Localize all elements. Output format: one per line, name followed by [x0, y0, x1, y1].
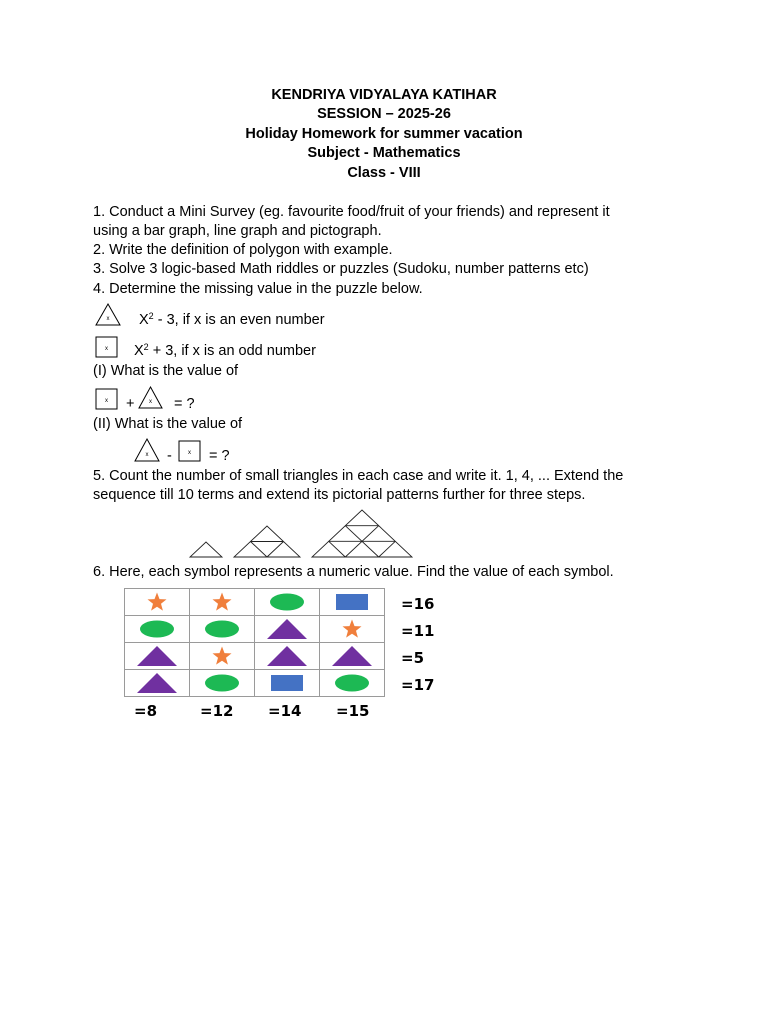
grid-cell: [190, 616, 255, 643]
class: Class - VIII: [347, 164, 421, 181]
question-3: 3. Solve 3 logic-based Math riddles or puzzles (Sudoku, number patterns etc): [93, 261, 589, 277]
star-icon: [135, 590, 179, 614]
square-x-label: x: [105, 346, 108, 352]
triangle-icon: [265, 617, 309, 641]
triangle-icon: [265, 644, 309, 668]
question-6: 6. Here, each symbol represents a numeric value. Find the value of each symbol.: [93, 564, 614, 580]
row-sum: =5: [401, 649, 425, 667]
pattern-step-1: [190, 542, 222, 557]
column-sum: =14: [268, 702, 302, 720]
grid-cell: [255, 670, 320, 697]
symbol-puzzle: [118, 588, 448, 720]
triangle-icon: [330, 644, 374, 668]
star-icon: [200, 644, 244, 668]
grid-cell: [320, 589, 385, 616]
document-header: [0, 86, 768, 183]
grid-row: [125, 616, 385, 643]
circle-icon: [265, 590, 309, 614]
equals-question: = ?: [209, 448, 230, 464]
homework-title: Holiday Homework for summer vacation: [245, 125, 523, 142]
svg-text:x: x: [145, 452, 149, 458]
pattern-step-2: [234, 526, 300, 557]
grid-row: [125, 670, 385, 697]
grid-cell: [320, 616, 385, 643]
question-4: 4. Determine the missing value in the puzzle below.: [93, 281, 423, 297]
triangle-definition: $X^2 - 3$, if x is an even number: [139, 311, 325, 328]
grid-cell: [255, 589, 320, 616]
triangle-x-symbol: [137, 385, 164, 410]
column-sum: =8: [134, 702, 158, 720]
triangle-x-symbol: [94, 302, 122, 327]
svg-text:x: x: [188, 450, 191, 456]
grid-cell: [190, 670, 255, 697]
grid-row: [125, 589, 385, 616]
question-4-part-i: (I) What is the value of: [93, 363, 239, 379]
circle-icon: [330, 671, 374, 695]
question-5-line-1: 5. Count the number of small triangles in each case and write it. 1, 4, ... Extend the: [93, 468, 624, 484]
column-sum: =12: [200, 702, 234, 720]
school-name: KENDRIYA VIDYALAYA KATIHAR: [271, 87, 497, 103]
square-icon: [265, 671, 309, 695]
star-icon: [200, 590, 244, 614]
session: SESSION – 2025-26: [317, 106, 451, 123]
row-sum: =11: [401, 622, 435, 640]
question-4-part-ii: (II) What is the value of: [93, 416, 243, 432]
circle-icon: [200, 671, 244, 695]
circle-icon: [135, 617, 179, 641]
triangle-icon: [135, 671, 179, 695]
grid-cell: [255, 616, 320, 643]
star-icon: [330, 617, 374, 641]
grid-row: [125, 643, 385, 670]
plus-operator: +: [126, 396, 135, 412]
row-sum: =16: [401, 595, 435, 613]
square-x-symbol: [95, 388, 119, 411]
grid-cell: [320, 670, 385, 697]
grid-cell: [125, 616, 190, 643]
svg-text:x: x: [149, 399, 152, 405]
grid-cell: [255, 643, 320, 670]
grid-cell: [190, 643, 255, 670]
grid-cell: [125, 670, 190, 697]
equals-question: = ?: [174, 396, 195, 412]
svg-text:x: x: [105, 398, 108, 404]
grid-cell: [125, 643, 190, 670]
question-1-line-2: using a bar graph, line graph and pictograph.: [93, 223, 382, 239]
square-x-symbol: [178, 440, 202, 463]
column-sum: =15: [336, 702, 370, 720]
triangle-x-symbol: [133, 437, 161, 463]
question-1-line-1: 1. Conduct a Mini Survey (eg. favourite food/fruit of your friends) and represent it: [93, 204, 610, 220]
grid-cell: [190, 589, 255, 616]
triangle-x-label: x: [106, 316, 110, 322]
question-2: 2. Write the definition of polygon with example.: [93, 242, 393, 258]
grid-cell: [320, 643, 385, 670]
subject: Subject - Mathematics: [307, 145, 461, 162]
minus-operator: -: [167, 448, 172, 464]
triangle-icon: [135, 644, 179, 668]
circle-icon: [200, 617, 244, 641]
square-definition: $X^2 + 3$, if x is an odd number: [134, 342, 316, 359]
pattern-step-3: [312, 510, 412, 557]
square-x-symbol: [95, 336, 119, 359]
row-sum: =17: [401, 676, 435, 694]
triangle-pattern-figure: [185, 508, 425, 560]
symbol-grid: [124, 588, 385, 697]
square-icon: [330, 590, 374, 614]
grid-cell: [125, 589, 190, 616]
question-5-line-2: sequence till 10 terms and extend its pictorial patterns further for three steps.: [93, 487, 586, 503]
